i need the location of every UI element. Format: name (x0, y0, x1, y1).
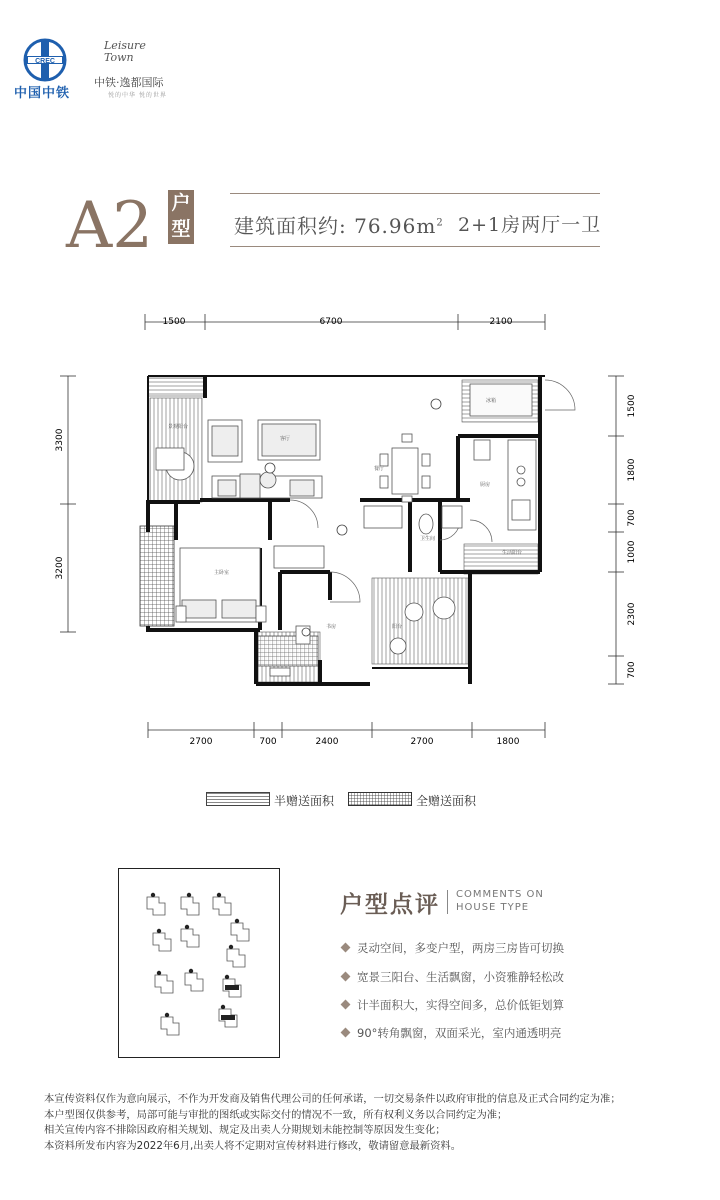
kitchen-furniture (470, 384, 536, 530)
bedroom-furniture (176, 546, 324, 622)
room-label-bath: 卫生间 (420, 536, 436, 542)
unit-code: A2 (66, 189, 153, 263)
legend-half-swatch (206, 792, 270, 806)
bottom-dim-2: 700 (259, 737, 277, 747)
comments-en-title (456, 888, 544, 914)
bottom-dim-5: 1800 (496, 737, 520, 747)
area-text (234, 210, 444, 239)
room-label-kitchen: 厨房 (480, 482, 491, 488)
right-dim-1: 1500 (627, 394, 637, 418)
bottom-dimension-line (148, 722, 545, 738)
diamond-bullet-icon (341, 1000, 351, 1010)
disclaimer-line-3: 相关宣传内容不排除因政府相关规划、规定及出卖人分期规划未能控制等原因发生变化； (44, 1124, 446, 1136)
left-dim-2: 3200 (55, 556, 65, 580)
comment-text-4: 90°转角飘窗，双面采光，室内通透明亮 (357, 1026, 562, 1040)
bottom-dim-3: 2400 (315, 737, 339, 747)
diamond-bullet-icon (341, 1028, 351, 1038)
comments-en-line-2: HOUSE TYPE (456, 902, 530, 913)
unit-type-char-2: 型 (171, 218, 191, 240)
half-area-balcony (372, 578, 468, 664)
diamond-bullet-icon (341, 972, 351, 982)
crec-emblem-icon (20, 38, 70, 82)
bath-fixtures (364, 506, 462, 534)
legend-half-label: 半赠送面积 (274, 794, 335, 808)
brand-name: 中铁·逸都国际 (94, 76, 164, 89)
diamond-bullet-icon (341, 943, 351, 953)
crec-logo (14, 38, 76, 101)
layout-text: 2+1房两厅一卫 (458, 214, 602, 236)
comment-text-2: 宽景三阳台、生活飘窗，小资雅静轻松改 (357, 970, 564, 984)
living-furniture (208, 420, 322, 498)
half-area-top-strip (148, 378, 206, 396)
area-sup: 2 (436, 217, 444, 229)
title-rule-bottom (230, 246, 600, 247)
comments-divider (447, 890, 448, 914)
legend-full-swatch (348, 792, 412, 806)
comment-item-2 (342, 969, 564, 985)
brand-logo (94, 40, 174, 102)
crec-logo-text: 中国中铁 (14, 86, 71, 101)
brand-script: Leisure Town (104, 39, 146, 64)
legend (206, 790, 506, 810)
disclaimer-line-4: 本资料所发布内容为2022年6月,出卖人将不定期对宣传材料进行修改，敬请留意最新资料。 (44, 1139, 462, 1152)
right-dimension-line (608, 376, 624, 684)
title-rule-top (230, 193, 600, 194)
building-blocks-diagram (119, 869, 279, 1057)
comment-item-4 (342, 1025, 561, 1041)
unit-type-char-1: 户 (171, 192, 191, 214)
unit-type-badge (168, 190, 194, 244)
dining-furniture (380, 434, 430, 502)
room-label-dining: 餐厅 (374, 466, 385, 472)
right-dim-4: 1000 (627, 540, 637, 564)
comment-text-1: 灵动空间，多变户型，两房三房皆可切换 (357, 941, 564, 955)
floor-plan (0, 300, 720, 750)
room-label-master: 主卧室 (214, 570, 230, 576)
comment-item-3 (342, 997, 564, 1013)
disclaimer-line-2: 本户型图仅供参考，局部可能与审批的图纸或实际交付的情况不一致，所有权利义务以合同约定为准； (44, 1108, 508, 1121)
bottom-dim-4: 2700 (410, 737, 434, 747)
right-dim-5: 2300 (627, 602, 637, 626)
disclaimer (44, 1092, 621, 1154)
left-dim-1: 3300 (55, 428, 65, 452)
comment-text-3: 计半面积大，实得空间多，总价低钜划算 (357, 998, 564, 1012)
comment-item-1 (342, 940, 564, 956)
room-label-balcony: 阳台 (392, 624, 403, 630)
legend-full-label: 全赠送面积 (416, 794, 477, 808)
building-location-map (118, 868, 280, 1058)
top-dimension-line (145, 314, 545, 330)
half-area-service-balcony (464, 544, 538, 574)
right-dim-2: 1800 (627, 458, 637, 482)
top-dim-1: 1500 (162, 317, 186, 327)
top-dim-2: 6700 (319, 317, 343, 327)
full-area-bay-window (140, 526, 174, 626)
disclaimer-line-1: 本宣传资料仅作为意向展示，不作为开发商及销售代理公司的任何承诺，一切交易条件以政府审批的信息及正式合同约定为准； (44, 1093, 621, 1105)
right-dim-6: 700 (627, 661, 637, 679)
svg-text:CREC: CREC (35, 58, 55, 65)
area-label: 建筑面积约: 76.96m (234, 214, 437, 238)
comments-en-line-1: COMMENTS ON (456, 889, 544, 900)
left-dimension-line (60, 376, 76, 632)
room-label-service-balcony: 生活阳台 (502, 550, 523, 556)
room-label-fridge: 冰箱 (486, 398, 497, 404)
comments-title: 户型点评 (340, 891, 440, 918)
brand-slogan: 悦的中华 悦的世界 (108, 92, 167, 99)
right-dim-3: 700 (627, 509, 637, 527)
room-label-study: 书房 (326, 624, 337, 630)
bottom-dim-1: 2700 (189, 737, 213, 747)
room-label-living-balcony: 景观阳台 (168, 424, 189, 430)
top-dim-3: 2100 (489, 317, 513, 327)
room-label-living: 客厅 (280, 436, 291, 442)
